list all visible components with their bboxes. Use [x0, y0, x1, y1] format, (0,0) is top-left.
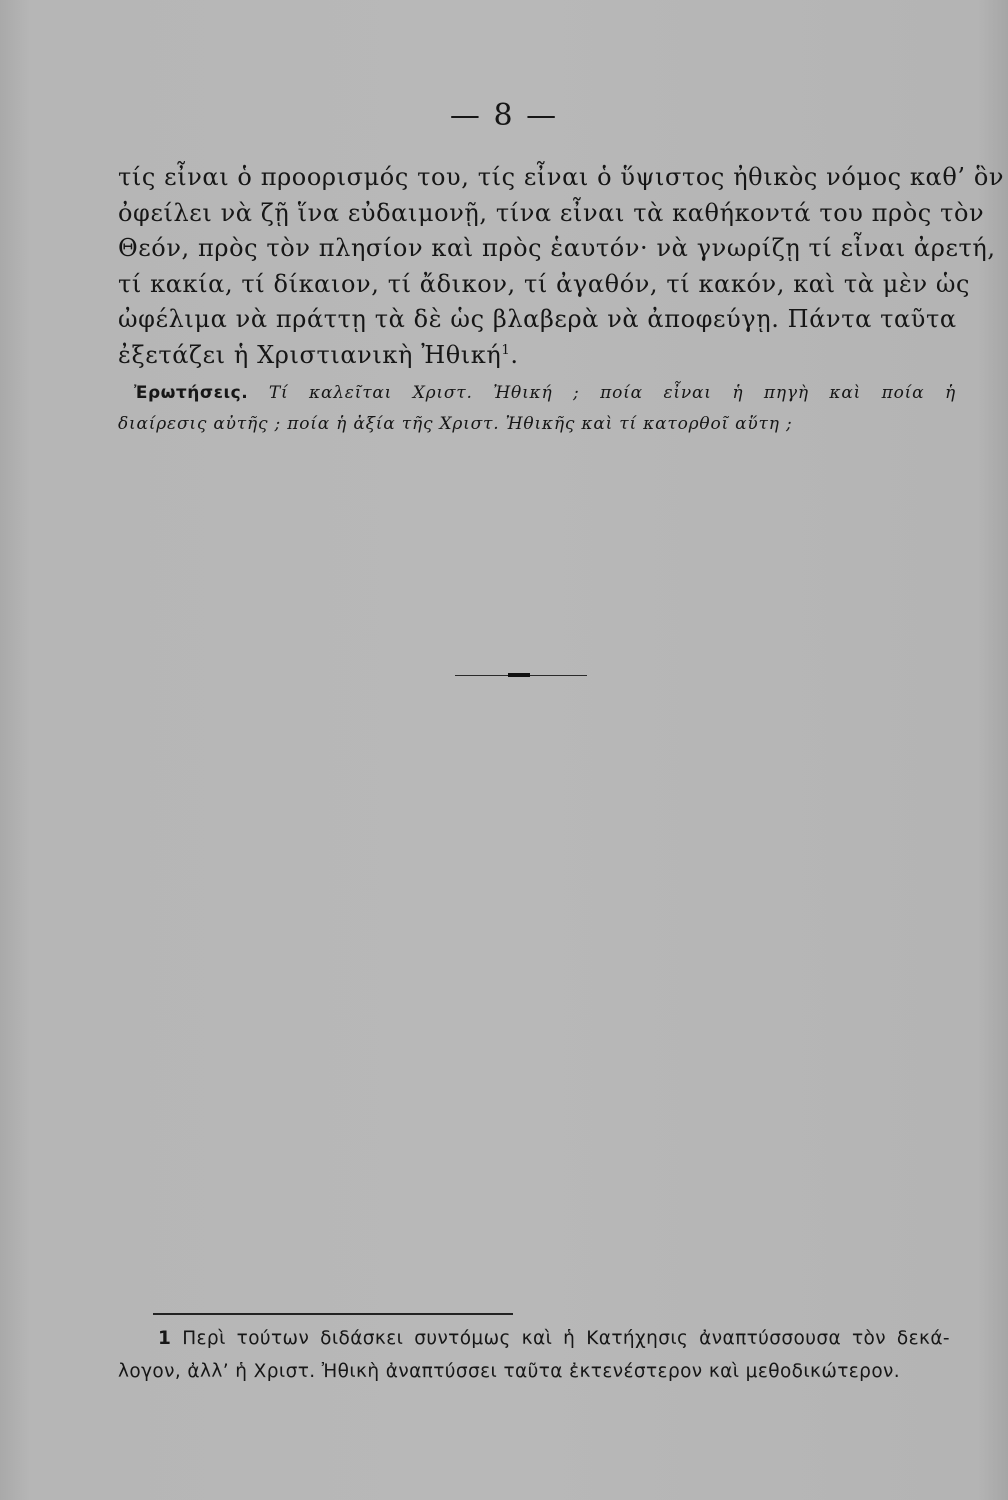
questions-line: διαίρεσις αὐτῆς ; ποία ἡ ἀξία τῆς Χριστ. Ἠθικῆς καὶ τί κατορθοῖ αὕτη ;	[118, 414, 793, 434]
footnote-reference: 1	[501, 342, 511, 358]
footnote-text: Περὶ τούτων διδάσκει συντόμως καὶ ἡ Κατήχησις ἀναπτύσσουσα τὸν δεκά-	[182, 1328, 951, 1349]
body-paragraph	[118, 160, 1005, 373]
body-line-last: ἐξετάζει ἡ Χριστιανικὴ Ἠθική$^1$.	[118, 340, 519, 369]
body-line: Θεόν, πρὸς τὸν πλησίον καὶ πρὸς ἑαυτόν· νὰ γνωρίζῃ τί εἶναι ἀρετή,	[118, 234, 996, 262]
footnote-rule	[153, 1313, 513, 1315]
section-divider-mark	[508, 673, 530, 677]
footnote-mark: 1	[158, 1328, 172, 1349]
page-number: — 8 —	[449, 98, 559, 133]
questions-line	[118, 378, 956, 409]
footnote-line	[118, 1322, 950, 1355]
body-line: τίς εἶναι ὁ προορισμός του, τίς εἶναι ὁ ὕψιστος ἠθικὸς νόμος καθ’ ὃν	[118, 163, 1005, 191]
footnote-line: λογον, ἀλλ’ ἡ Χριστ. Ἠθικὴ ἀναπτύσσει ταῦτα ἐκτενέστερον καὶ μεθοδικώτερον.	[118, 1361, 901, 1382]
body-line-text: ἐξετάζει ἡ Χριστιανικὴ Ἠθική	[118, 340, 502, 369]
body-line: ὠφέλιμα νὰ πράττῃ τὰ δὲ ὡς βλαβερὰ νὰ ἀποφεύγῃ. Πάντα ταῦτα	[118, 305, 957, 333]
body-line: ὀφείλει νὰ ζῇ ἵνα εὐδαιμονῇ, τίνα εἶναι τὰ καθήκοντά του πρὸς τὸν	[118, 198, 985, 227]
footnote	[118, 1322, 950, 1388]
body-line: τί κακία, τί δίκαιον, τί ἄδικον, τί ἀγαθόν, τί κακόν, καὶ τὰ μὲν ὡς	[118, 269, 971, 298]
questions-label: Ἐρωτήσεις.	[134, 383, 249, 403]
questions-text: Τί καλεῖται Χριστ. Ἠθική ; ποία εἶναι ἡ πηγὴ καὶ ποία ἡ	[268, 383, 956, 403]
review-questions	[118, 378, 956, 440]
